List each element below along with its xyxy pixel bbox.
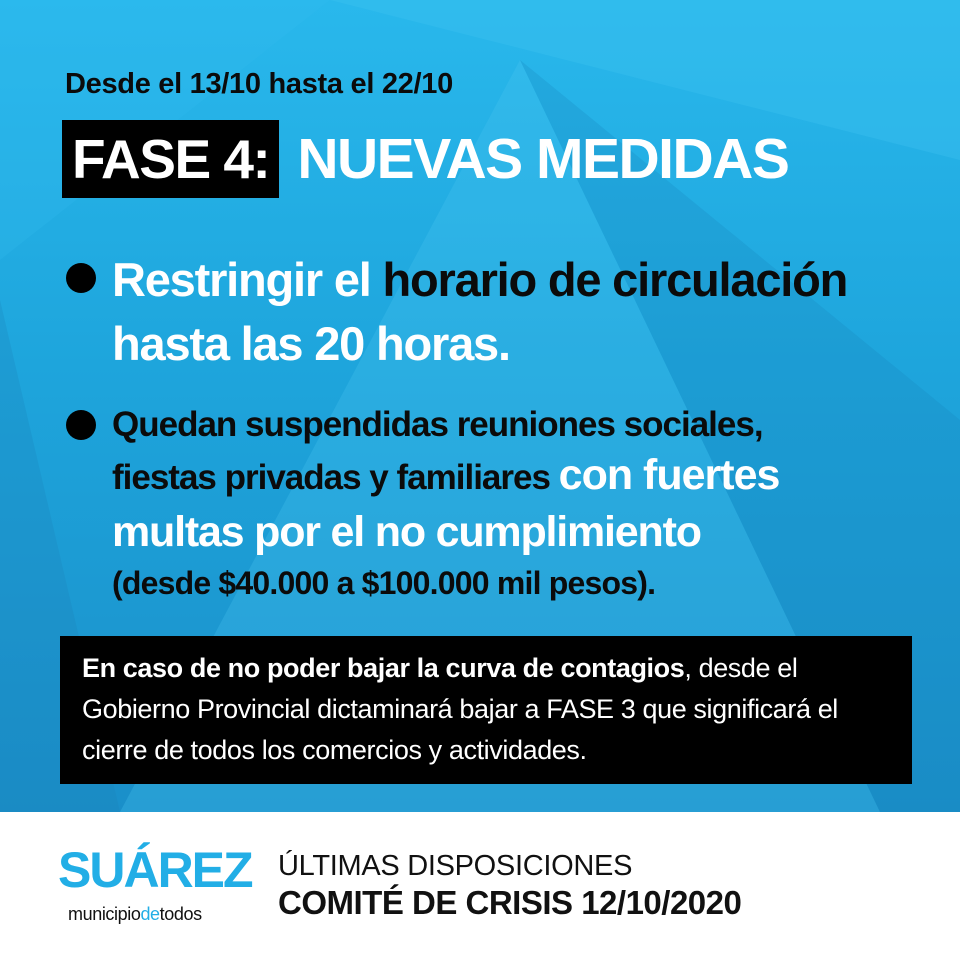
logo-tagline — [68, 904, 202, 925]
phase-label: FASE 4: — [62, 120, 279, 198]
footer-title: COMITÉ DE CRISIS 12/10/2020 — [278, 884, 742, 921]
logo-tag-1: municipio — [68, 904, 141, 924]
bullet-2-line4: (desde $40.000 a $100.000 mil pesos). — [112, 565, 656, 601]
bullet-2-text — [112, 400, 942, 605]
notice-box — [60, 636, 912, 784]
notice-rest: , desde el Gobierno Provincial dictaminará bajar a FASE 3 que significará el cierre de todos los comercios y actividades. — [82, 653, 838, 765]
page-title: NUEVAS MEDIDAS — [297, 127, 789, 191]
bullet-1-part1: Restringir el — [112, 253, 383, 306]
logo-wordmark: SUÁREZ — [58, 842, 252, 898]
footer-subtitle: ÚLTIMAS DISPOSICIONES — [278, 850, 633, 882]
bullet-2-line2a: fiestas privadas y familiares — [112, 458, 559, 497]
bullet-icon — [66, 410, 96, 440]
bullet-1-text — [112, 248, 932, 376]
notice-bold: En caso de no poder bajar la curva de contagios — [82, 653, 685, 683]
bullet-icon — [66, 263, 96, 293]
bullet-2-line2 — [112, 450, 942, 503]
bullet-2-line3: multas por el no cumplimiento — [112, 508, 701, 556]
logo-tag-3: todos — [159, 904, 202, 924]
suarez-logo — [58, 842, 258, 932]
bullet-1-part3: hasta las 20 horas. — [112, 317, 510, 370]
title-row — [62, 120, 788, 198]
footer — [0, 812, 960, 960]
bullet-2-line2b: con fuertes — [558, 451, 780, 499]
logo-tag-2: de — [140, 904, 160, 924]
bullet-2-line1: Quedan suspendidas reuniones sociales, — [112, 405, 763, 444]
date-range: Desde el 13/10 hasta el 22/10 — [65, 68, 453, 100]
bullet-1-highlight: horario de circulación — [382, 253, 848, 306]
